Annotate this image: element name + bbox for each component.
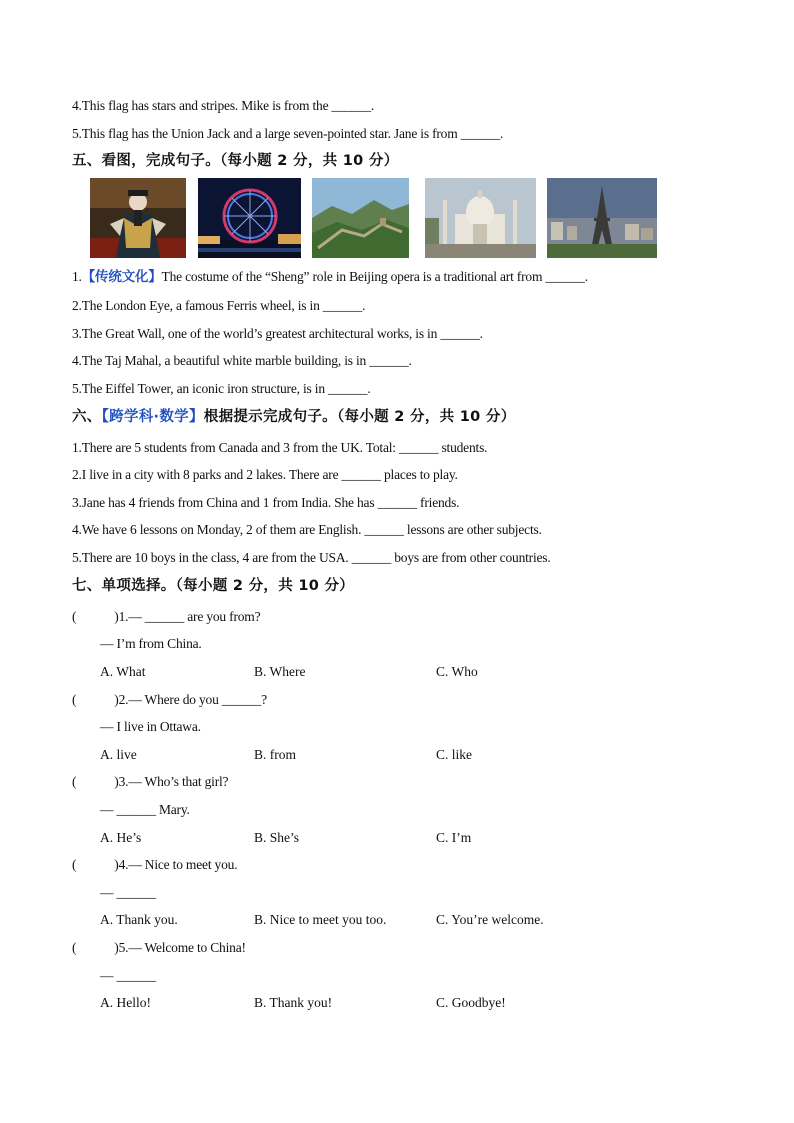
s7-item-5-option-c: C. Goodbye!	[436, 995, 506, 1010]
s6-q4: 4.We have 6 lessons on Monday, 2 of them are English. ______ lessons are other subjects.	[72, 522, 542, 537]
s6-heading-num: 六、	[72, 409, 102, 425]
s4-q4: 4.This flag has stars and stripes. Mike is from the ______.	[72, 98, 375, 113]
s7-item-3-option-a: A. He’s	[100, 830, 142, 845]
s6-heading-tag: 【跨学科·数学】	[101, 409, 204, 425]
s7-item-1-option-a: A. What	[100, 664, 146, 679]
s6-q5: 5.There are 10 boys in the class, 4 are from the USA. ______ boys are from other countries.	[72, 550, 551, 565]
s7-item-1-question	[72, 608, 260, 626]
s7-item-3-answer: — ______ Mary.	[100, 802, 190, 817]
answer-paren-close: )	[114, 940, 119, 955]
s5-q2: 2.The London Eye, a famous Ferris wheel, is in ______.	[72, 298, 366, 313]
answer-paren-close: )	[114, 692, 119, 707]
s6-q2: 2.I live in a city with 8 parks and 2 lakes. There are ______ places to play.	[72, 467, 458, 482]
s7-item-4-option-b: B. Nice to meet you too.	[254, 912, 387, 927]
s7-item-4-option-a: A. Thank you.	[100, 912, 178, 927]
answer-paren-close: )	[114, 609, 119, 624]
great-wall-image	[312, 178, 409, 258]
s7-item-3-option-c: C. I’m	[436, 830, 472, 845]
answer-paren-open: (	[72, 692, 77, 707]
s5-q1-num: 1.	[72, 269, 82, 284]
answer-paren-open: (	[72, 774, 77, 789]
s7-item-4-question	[72, 856, 237, 874]
s7-item-2-option-b: B. from	[254, 747, 296, 762]
s7-item-2-option-c: C. like	[436, 747, 472, 762]
s5-q1	[72, 268, 588, 286]
s6-q3: 3.Jane has 4 friends from China and 1 from India. She has ______ friends.	[72, 495, 460, 510]
s7-heading: 七、单项选择。（每小题 2 分，共 10 分）	[72, 578, 355, 594]
answer-paren-close: )	[114, 774, 119, 789]
s7-item-5-answer: — ______	[100, 968, 156, 983]
s7-item-4-option-c: C. You’re welcome.	[436, 912, 544, 927]
s5-q5: 5.The Eiffel Tower, an iconic iron structure, is in ______.	[72, 381, 371, 396]
question-text: 5.— Welcome to China!	[118, 940, 246, 955]
s7-item-2-option-a: A. live	[100, 747, 137, 762]
eiffel-tower-image	[547, 178, 657, 258]
london-eye-image	[198, 178, 301, 258]
s7-item-5-option-a: A. Hello!	[100, 995, 151, 1010]
s5-heading: 五、看图，完成句子。（每小题 2 分，共 10 分）	[72, 153, 399, 169]
s5-q1-text: The costume of the “Sheng” role in Beijing opera is a traditional art from ______.	[161, 269, 588, 284]
s6-heading-text: 根据提示完成句子。（每小题 2 分，共 10 分）	[203, 409, 516, 425]
question-text: 4.— Nice to meet you.	[118, 857, 238, 872]
s7-item-1-answer: — I’m from China.	[100, 636, 202, 651]
s7-item-3-option-b: B. She’s	[254, 830, 300, 845]
s7-item-1-option-b: B. Where	[254, 664, 306, 679]
s6-q1: 1.There are 5 students from Canada and 3 from the UK. Total: ______ students.	[72, 440, 488, 455]
s7-item-5-option-b: B. Thank you!	[254, 995, 333, 1010]
beijing-opera-image	[90, 178, 186, 258]
s7-item-5-question	[72, 939, 246, 957]
s7-item-2-answer: — I live in Ottawa.	[100, 719, 201, 734]
s5-q1-tag: 【传统文化】	[81, 269, 162, 285]
answer-paren-open: (	[72, 857, 77, 872]
s5-q4: 4.The Taj Mahal, a beautiful white marble building, is in ______.	[72, 353, 412, 368]
s5-q3: 3.The Great Wall, one of the world’s greatest architectural works, is in ______.	[72, 326, 483, 341]
question-text: 2.— Where do you ______?	[118, 692, 267, 707]
answer-paren-close: )	[114, 857, 119, 872]
s7-item-1-option-c: C. Who	[436, 664, 478, 679]
answer-paren-open: (	[72, 609, 77, 624]
s6-heading	[72, 407, 516, 427]
question-text: 3.— Who’s that girl?	[118, 774, 229, 789]
question-text: 1.— ______ are you from?	[118, 609, 261, 624]
answer-paren-open: (	[72, 940, 77, 955]
s7-item-3-question	[72, 773, 228, 791]
s7-item-2-question	[72, 691, 267, 709]
taj-mahal-image	[425, 178, 536, 258]
s7-item-4-answer: — ______	[100, 885, 156, 900]
s4-q5: 5.This flag has the Union Jack and a large seven-pointed star. Jane is from ______.	[72, 126, 504, 141]
